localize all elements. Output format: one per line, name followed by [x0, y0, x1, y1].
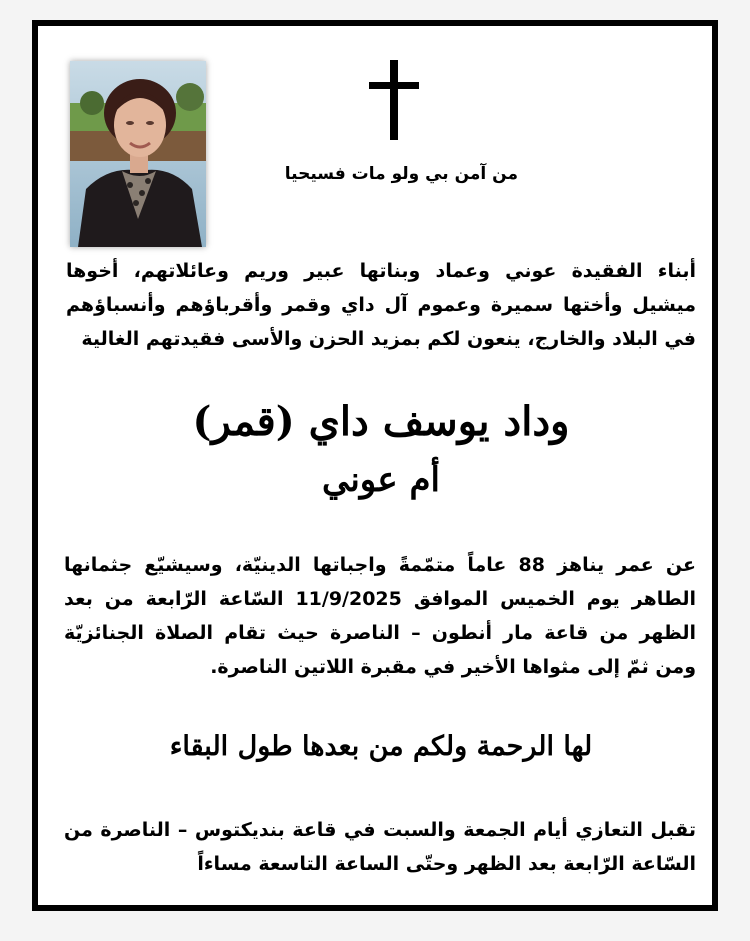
cross-icon: [369, 60, 419, 140]
mercy-phrase: لها الرحمة ولكم من بعدها طول البقاء: [169, 731, 593, 762]
obituary-frame: [32, 20, 718, 911]
bible-verse: من آمن بي ولو مات فسيحيا: [284, 164, 518, 184]
condolences-info: تقبل التعازي أيام الجمعة والسبت في قاعة بنديكتوس – الناصرة من السّاعة الرّابعة بعد الظهر وحتّى الساعة التاسعة مساءاً: [64, 819, 696, 875]
portrait-photo: [70, 61, 206, 247]
family-announcement: أبناء الفقيدة عوني وعماد وبناتها عبير وريم وعائلاتهم، أخوها ميشيل وأختها سميرة وعموم آل داي وقمر وأقرباؤهم وأنسباؤهم في البلاد والخارج، ينعون لكم بمزيد الحزن والأسى فقيدتهم الغالية: [66, 260, 696, 350]
portrait-illustration: [70, 61, 206, 247]
deceased-name: وداد يوسف داي (قمر): [192, 398, 570, 445]
deceased-alias: أم عوني: [322, 460, 440, 500]
funeral-details: عن عمر يناهز 88 عاماً متمّمةً واجباتها الدينيّة، وسيشيّع جثمانها الطاهر يوم الخميس الموافق 11/9/2025 السّاعة الرّابعة من بعد الظهر من قاعة مار أنطون – الناصرة حيث تقام الصلاة الجنائزيّة ومن ثمّ إلى مثواها الأخير في مقبرة اللاتين الناصرة.: [64, 554, 696, 678]
